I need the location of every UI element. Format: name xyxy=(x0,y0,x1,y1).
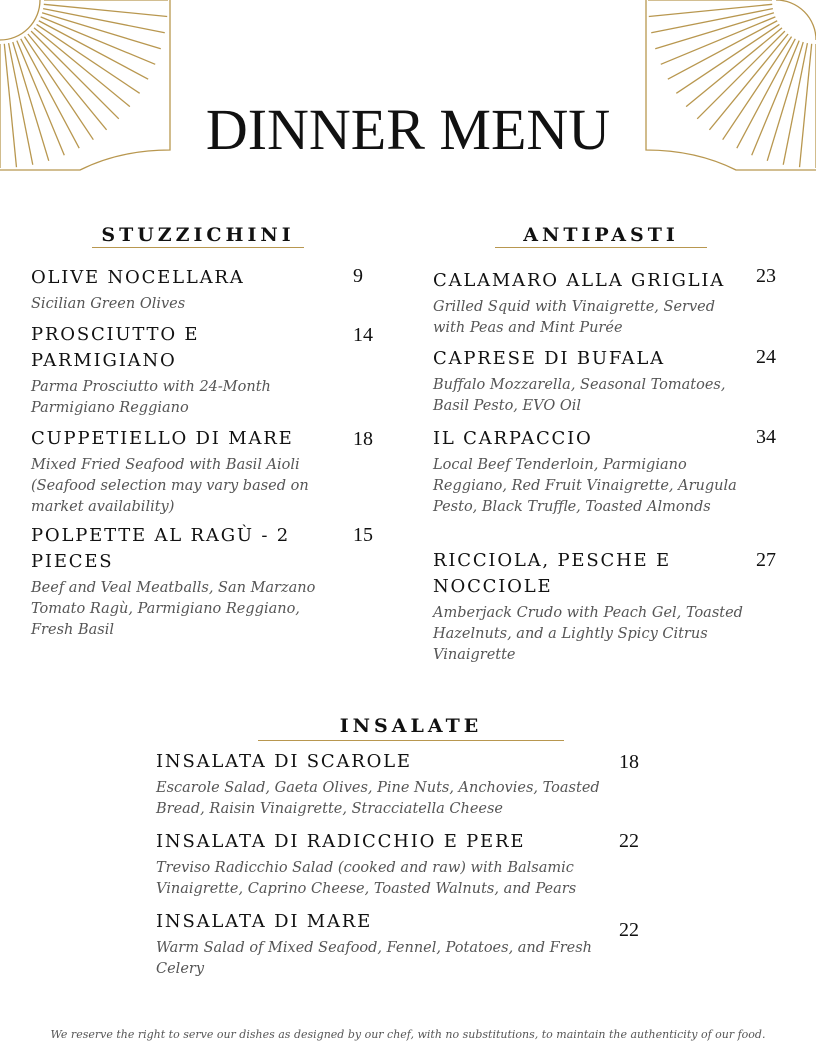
menu-item xyxy=(31,322,336,419)
menu-item xyxy=(433,346,743,417)
section-rule-insalate xyxy=(258,740,564,741)
item-description: Mixed Fried Seafood with Basil Aioli (Seafood selection may vary based on market availability) xyxy=(31,457,309,515)
item-name: PROSCIUTTO E PARMIGIANO xyxy=(31,324,200,371)
item-name: IL CARPACCIO xyxy=(433,428,593,449)
ornament-ray xyxy=(34,28,130,107)
item-name: INSALATA DI SCAROLE xyxy=(156,751,412,772)
item-name: RICCIOLA, PESCHE E NOCCIOLE xyxy=(433,550,671,597)
menu-item xyxy=(156,749,616,820)
section-rule-stuzzichini xyxy=(92,247,304,248)
item-description: Grilled Squid with Vinaigrette, Served with Peas and Mint Purée xyxy=(433,299,716,336)
item-price: 9 xyxy=(353,265,363,287)
item-price: 15 xyxy=(353,524,373,546)
item-description: Buffalo Mozzarella, Seasonal Tomatoes, Basil Pesto, EVO Oil xyxy=(433,377,726,414)
item-price: 27 xyxy=(756,549,776,571)
menu-item xyxy=(31,426,336,518)
item-price: 14 xyxy=(353,324,373,346)
section-rule-antipasti xyxy=(495,247,707,248)
item-description: Parma Prosciutto with 24-Month Parmigiano Reggiano xyxy=(31,379,271,416)
item-name: POLPETTE AL RAGÙ - 2 PIECES xyxy=(31,525,291,572)
item-price: 24 xyxy=(756,346,776,368)
item-description: Local Beef Tenderloin, Parmigiano Reggiano, Red Fruit Vinaigrette, Arugula Pesto, Black Truffle, Toasted Almonds xyxy=(433,457,737,515)
item-description: Amberjack Crudo with Peach Gel, Toasted Hazelnuts, and a Lightly Spicy Citrus Vinaigrette xyxy=(433,605,743,663)
section-heading-insalate: INSALATE xyxy=(339,715,483,737)
item-description: Beef and Veal Meatballs, San Marzano Tomato Ragù, Parmigiano Reggiano, Fresh Basil xyxy=(31,580,316,638)
section-heading-antipasti: ANTIPASTI xyxy=(523,224,679,246)
item-name: CALAMARO ALLA GRIGLIA xyxy=(433,270,726,291)
item-price: 18 xyxy=(619,751,639,773)
menu-item xyxy=(31,523,336,641)
menu-item xyxy=(433,268,743,339)
ornament-ray xyxy=(43,9,165,33)
item-name: CAPRESE DI BUFALA xyxy=(433,348,665,369)
ornament-ray xyxy=(44,4,167,16)
item-name: CUPPETIELLO DI MARE xyxy=(31,428,294,449)
item-description: Treviso Radicchio Salad (cooked and raw) with Balsamic Vinaigrette, Caprino Cheese, Toasted Walnuts, and Pears xyxy=(156,860,577,897)
ornament-ray xyxy=(42,13,161,49)
menu-item xyxy=(156,829,616,900)
item-description: Warm Salad of Mixed Seafood, Fennel, Potatoes, and Fresh Celery xyxy=(156,940,593,977)
item-price: 22 xyxy=(619,830,639,852)
menu-item xyxy=(433,426,743,518)
item-name: OLIVE NOCELLARA xyxy=(31,267,245,288)
menu-item xyxy=(31,265,336,315)
ornament-ray xyxy=(651,9,773,33)
item-price: 34 xyxy=(756,426,776,448)
item-price: 18 xyxy=(353,428,373,450)
menu-item xyxy=(433,548,743,666)
page-title: DINNER MENU xyxy=(205,97,611,162)
item-price: 22 xyxy=(619,919,639,941)
item-price: 23 xyxy=(756,265,776,287)
item-description: Escarole Salad, Gaeta Olives, Pine Nuts, Anchovies, Toasted Bread, Raisin Vinaigrette, Stracciatella Cheese xyxy=(156,780,600,817)
ornament-ray xyxy=(686,28,782,107)
ornament-ray xyxy=(655,13,774,49)
menu-item xyxy=(156,909,616,980)
ornament-ray xyxy=(649,4,772,16)
item-description: Sicilian Green Olives xyxy=(31,296,186,312)
ornament-ray xyxy=(676,24,779,93)
item-name: INSALATA DI MARE xyxy=(156,911,373,932)
ornament-ray xyxy=(668,21,777,79)
ornament-ray xyxy=(39,21,148,79)
section-heading-stuzzichini: STUZZICHINI xyxy=(101,224,295,246)
footer-note: We reserve the right to serve our dishes as designed by our chef, with no substitutions, to maintain the authenticity of our food. xyxy=(50,1028,766,1041)
ornament-ray xyxy=(37,24,140,93)
item-name: INSALATA DI RADICCHIO E PERE xyxy=(156,831,526,852)
